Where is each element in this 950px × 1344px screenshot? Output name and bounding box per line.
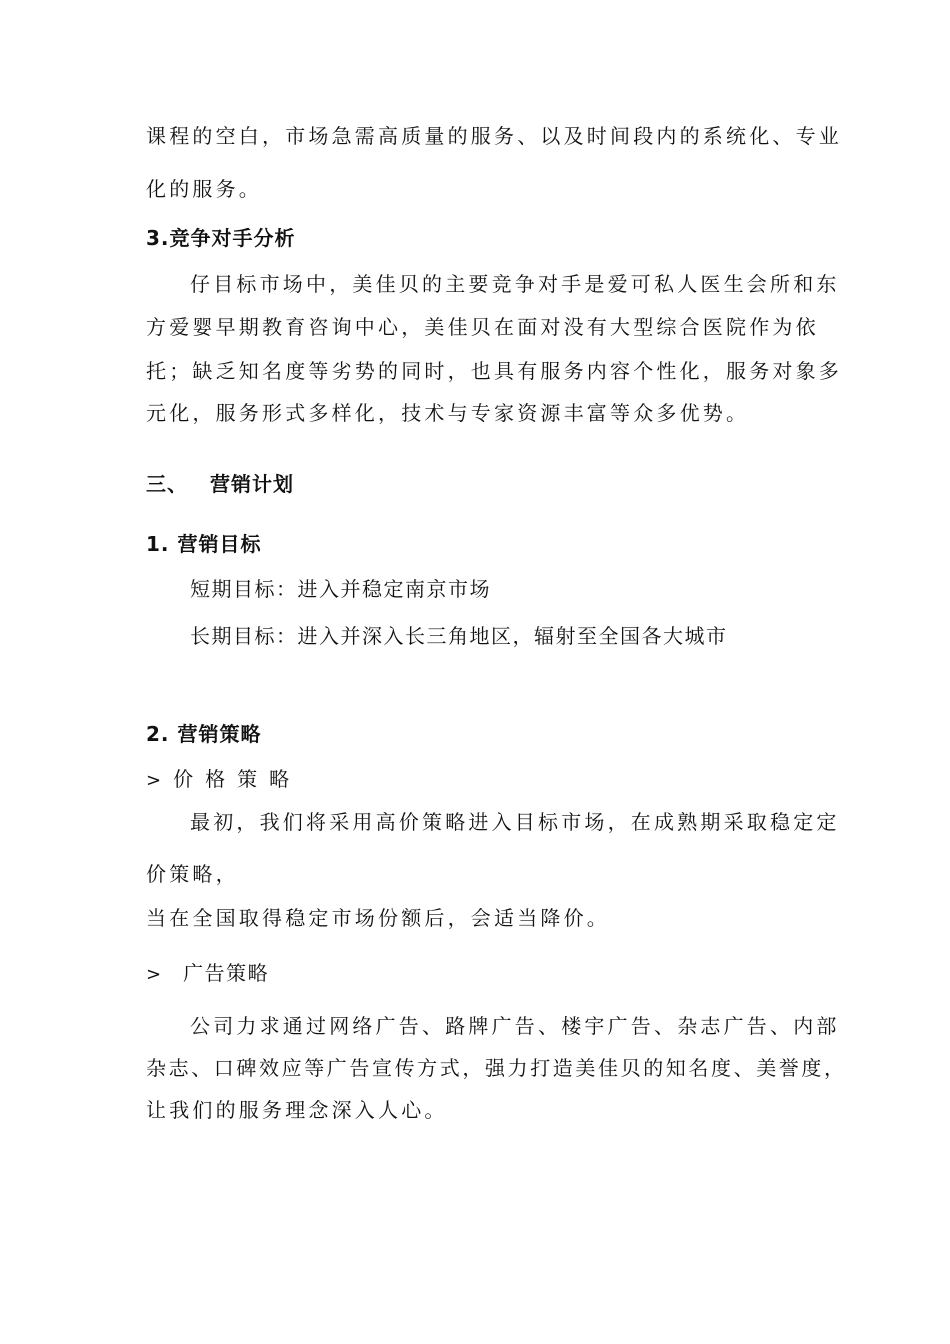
competition-heading: 3.竞争对手分析 xyxy=(146,226,296,250)
long-term-goal: 长期目标：进入并深入长三角地区，辐射至全国各大城市 xyxy=(190,624,728,648)
short-term-goal: 短期目标：进入并稳定南京市场 xyxy=(190,577,491,601)
competition-text-line-2: 方爱婴早期教育咨询中心，美佳贝在面对没有大型综合医院作为依 xyxy=(146,315,819,339)
section-heading xyxy=(146,470,294,498)
bullet-marker: > xyxy=(146,770,162,791)
ad-strategy-label: 广告策略 xyxy=(183,961,270,985)
ad-text-line-3: 让我们的服务理念深入人心。 xyxy=(146,1098,448,1122)
strategy-heading: 2. 营销策略 xyxy=(146,722,262,746)
price-text-line-1: 最初，我们将采用高价策略进入目标市场，在成熟期采取稳定定 xyxy=(190,810,840,834)
section-title: 营销计划 xyxy=(210,472,294,496)
competition-text-line-4: 元化，服务形式多样化，技术与专家资源丰富等众多优势。 xyxy=(146,401,750,425)
ad-text-line-1: 公司力求通过网络广告、路牌广告、楼宇广告、杂志广告、内部 xyxy=(190,1014,840,1038)
intro-text-line-1: 课程的空白，市场急需高质量的服务、以及时间段内的系统化、专业 xyxy=(146,124,842,148)
price-strategy-item xyxy=(146,765,301,795)
price-text-line-3: 当在全国取得稳定市场份额后，会适当降价。 xyxy=(146,906,610,930)
ad-strategy-item xyxy=(146,959,269,989)
competition-text-line-1: 仔目标市场中，美佳贝的主要竞争对手是爱可私人医生会所和东 xyxy=(190,272,840,296)
goals-heading: 1. 营销目标 xyxy=(146,532,262,556)
ad-text-line-2: 杂志、口碑效应等广告宣传方式，强力打造美佳贝的知名度、美誉度， xyxy=(146,1056,847,1080)
intro-text-line-2: 化的服务。 xyxy=(146,177,262,201)
price-text-line-2: 价策略， xyxy=(146,862,239,886)
competition-text-line-3: 托；缺乏知名度等劣势的同时，也具有服务内容个性化，服务对象多 xyxy=(146,359,842,383)
bullet-marker: > xyxy=(146,964,162,985)
section-number: 三、 xyxy=(146,472,188,496)
price-strategy-label: 价格策略 xyxy=(173,767,302,791)
